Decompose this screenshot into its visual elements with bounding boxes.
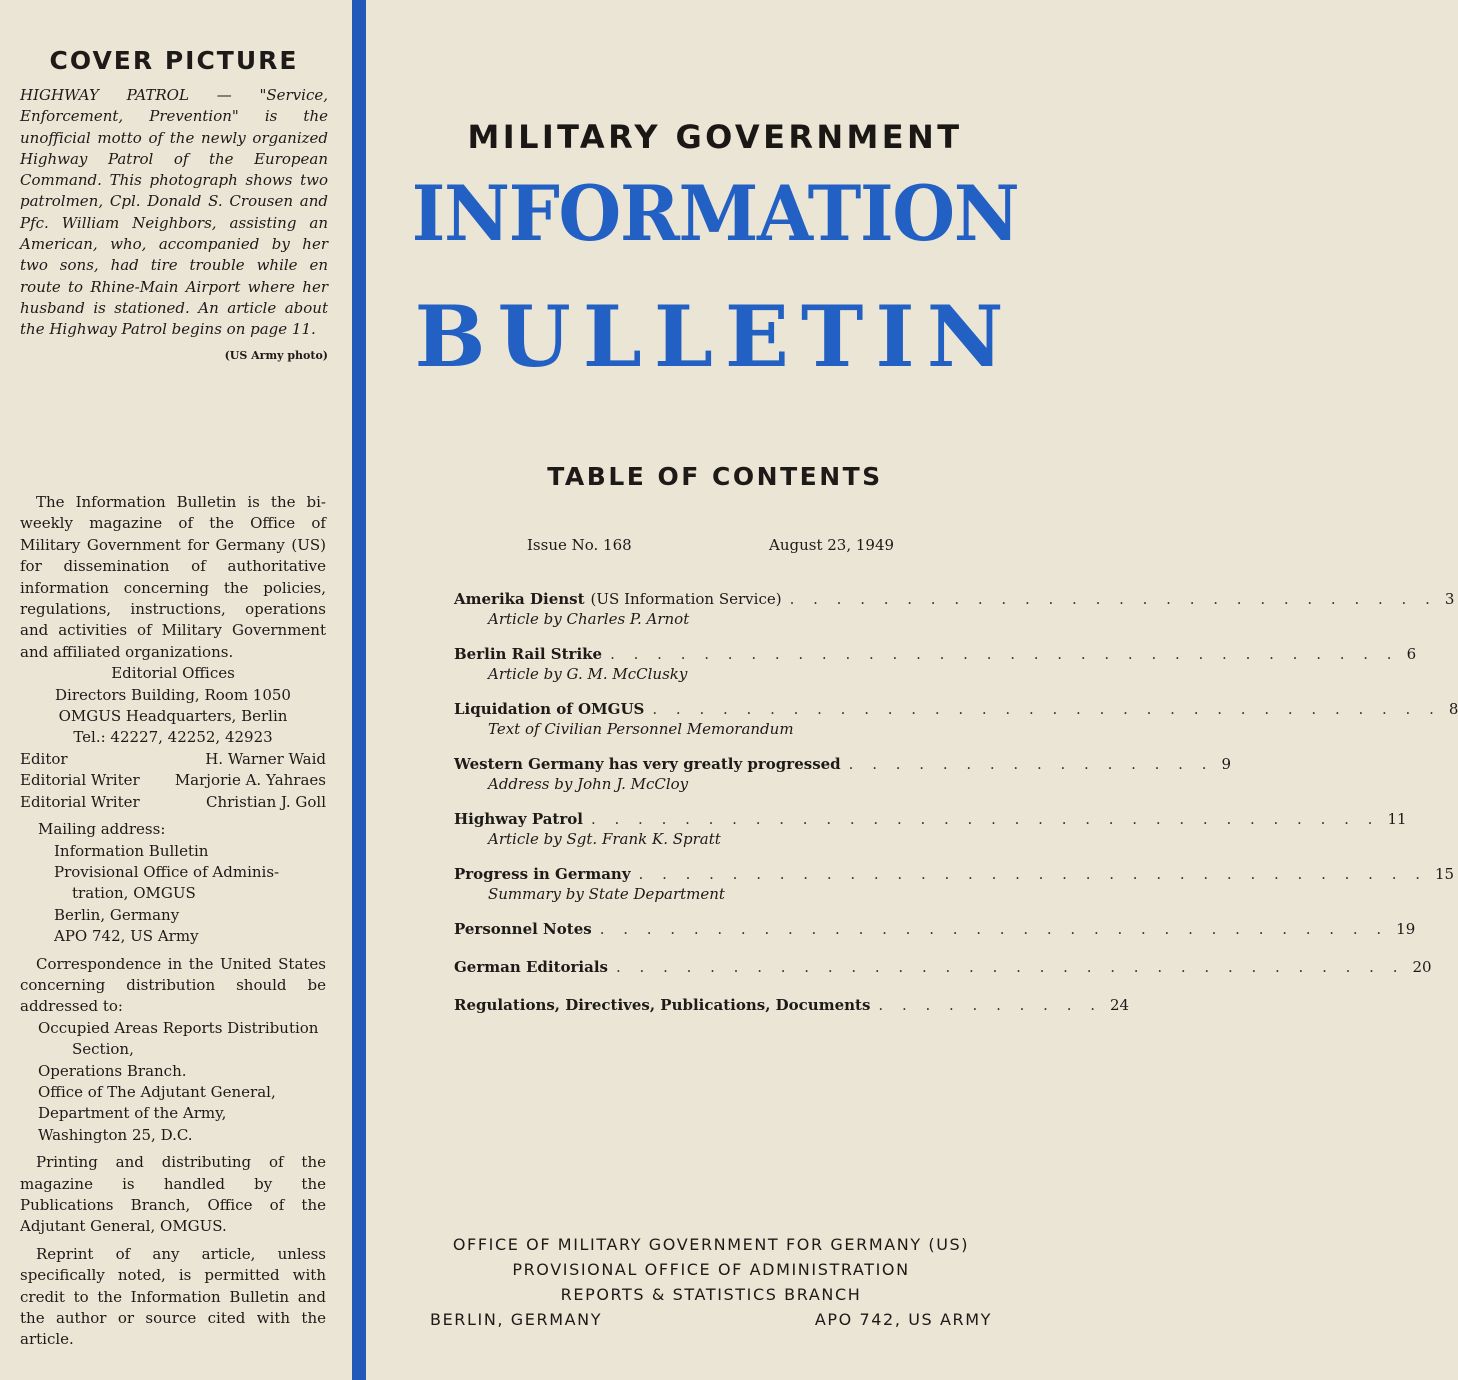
staff-role: Editor bbox=[20, 749, 68, 768]
entry-description: Summary by State Department bbox=[488, 885, 725, 903]
entry-page-number: 20 bbox=[1412, 958, 1432, 976]
publisher-footer bbox=[430, 1232, 992, 1332]
bulletin-title: BULLETIN bbox=[414, 287, 1016, 386]
staff-name: H. Warner Waid bbox=[205, 749, 326, 768]
staff-row bbox=[20, 770, 326, 791]
mailing-line: APO 742, US Army bbox=[54, 927, 199, 946]
mailing-line: Information Bulletin bbox=[54, 841, 209, 860]
information-title: INFORMATION bbox=[411, 169, 1019, 258]
footer-apo: APO 742, US ARMY bbox=[814, 1310, 992, 1329]
cover-picture-heading: COVER PICTURE bbox=[49, 46, 299, 75]
about-paragraph: The Information Bulletin is the bi-weekly magazine of the Office of Military Government for Germany (US) for dissemination of authoritative information concerning the policies, regulations, instructions, operations and activities of Military Government and affiliated organizations. bbox=[20, 493, 326, 661]
entry-title: German Editorials bbox=[454, 958, 608, 976]
footer-line: PROVISIONAL OFFICE OF ADMINISTRATION bbox=[512, 1260, 910, 1279]
leader-dots: . . . . . . . . . . . . . . . . . . . . . . . . . . . . . . . . . . bbox=[652, 700, 1441, 718]
entry-title: Western Germany has very greatly progressed bbox=[454, 755, 841, 773]
issue-date: August 23, 1949 bbox=[769, 536, 895, 554]
office-address-line2: OMGUS Headquarters, Berlin bbox=[58, 707, 288, 726]
office-telephone: Tel.: 42227, 42252, 42923 bbox=[73, 728, 273, 747]
office-address-line1: Directors Building, Room 1050 bbox=[55, 685, 291, 704]
military-government-heading: MILITARY GOVERNMENT bbox=[467, 118, 963, 156]
contents-entry bbox=[454, 920, 1416, 938]
leader-dots: . . . . . . . . . . . . . . . . . . . . . . . . . . . . . . . . . . bbox=[599, 920, 1389, 938]
entry-page-number: 11 bbox=[1387, 810, 1407, 828]
staff-role: Editorial Writer bbox=[20, 792, 140, 811]
entry-title: Highway Patrol bbox=[454, 810, 583, 828]
staff-name: Christian J. Goll bbox=[206, 792, 326, 811]
reprint-paragraph: Reprint of any article, unless specifically noted, is permitted with credit to the Information Bulletin and the author or source cited with the article. bbox=[20, 1244, 326, 1349]
staff-name: Marjorie A. Yahraes bbox=[174, 771, 326, 790]
editorial-offices-label: Editorial Offices bbox=[111, 664, 235, 683]
entry-description: Article by Sgt. Frank K. Spratt bbox=[488, 830, 721, 848]
entry-page-number: 3 bbox=[1444, 590, 1455, 608]
contents-entry bbox=[454, 645, 1417, 683]
entry-description: Address by John J. McCloy bbox=[488, 775, 689, 793]
cover-picture-section bbox=[20, 40, 328, 366]
entry-subtitle: (US Information Service) bbox=[590, 590, 782, 608]
leader-dots: . . . . . . . . . . bbox=[878, 996, 1102, 1014]
mailing-address-label: Mailing address: bbox=[38, 820, 166, 839]
cover-caption bbox=[20, 85, 328, 362]
entry-page-number: 9 bbox=[1221, 755, 1232, 773]
contents-list bbox=[454, 590, 1458, 1034]
printing-paragraph: Printing and distributing of the magazine is handled by the Publications Branch, Office of the Adjutant General, OMGUS. bbox=[20, 1153, 326, 1236]
leader-dots: . . . . . . . . . . . . . . . . . . . . . . . . . . . . . . . . . . bbox=[590, 810, 1380, 828]
entry-page-number: 15 bbox=[1435, 865, 1455, 883]
mailing-line: Provisional Office of Adminis- bbox=[54, 862, 280, 881]
staff-row bbox=[20, 792, 326, 813]
contents-entry bbox=[454, 590, 1455, 628]
table-of-contents-heading: TABLE OF CONTENTS bbox=[547, 462, 883, 491]
correspondence-line: Occupied Areas Reports Distribution bbox=[38, 1018, 319, 1037]
entry-title: Berlin Rail Strike bbox=[454, 645, 603, 663]
correspondence-line: Office of The Adjutant General, bbox=[38, 1082, 276, 1101]
entry-description: Article by Charles P. Arnot bbox=[488, 610, 690, 628]
entry-title: Amerika Dienst bbox=[454, 590, 585, 608]
leader-dots: . . . . . . . . . . . . . . . . . . . . . . . . . . . . bbox=[789, 590, 1437, 608]
cover-caption-text: HIGHWAY PATROL — "Service, Enforcement, Prevention" is the unofficial motto of the newly organized Highway Patrol of the European Command. This photograph shows two patrolmen, Cpl. Donald S. Crousen and Pfc. William Neighbors, assisting an American, who, accompanied by her two sons, had tire trouble while en route to Rhine-Main Airport where her husband is stationed. An article about the Highway Patrol begins on page 11. bbox=[20, 86, 328, 339]
issue-number: Issue No. 168 bbox=[527, 536, 632, 554]
mailing-line: tration, OMGUS bbox=[72, 884, 196, 903]
correspondence-line: Department of the Army, bbox=[38, 1104, 227, 1123]
leader-dots: . . . . . . . . . . . . . . . . bbox=[848, 755, 1214, 773]
entry-title: Progress in Germany bbox=[454, 865, 631, 883]
leader-dots: . . . . . . . . . . . . . . . . . . . . . . . . . . . . . . . . . . bbox=[616, 958, 1405, 976]
staff-role: Editorial Writer bbox=[20, 771, 140, 790]
entry-page-number: 6 bbox=[1406, 645, 1417, 663]
entry-page-number: 8 bbox=[1448, 700, 1458, 718]
correspondence-line: Washington 25, D.C. bbox=[38, 1125, 193, 1144]
entry-page-number: 24 bbox=[1110, 996, 1130, 1014]
entry-page-number: 19 bbox=[1396, 920, 1416, 938]
entry-title: Liquidation of OMGUS bbox=[454, 700, 645, 718]
contents-entry bbox=[454, 958, 1432, 976]
blue-column-divider bbox=[352, 0, 366, 1380]
leader-dots: . . . . . . . . . . . . . . . . . . . . . . . . . . . . . . . . . . bbox=[610, 645, 1399, 663]
mailing-line: Berlin, Germany bbox=[54, 905, 180, 924]
contents-entry bbox=[454, 810, 1407, 848]
contents-entry bbox=[454, 755, 1232, 793]
footer-address-row bbox=[430, 1307, 992, 1332]
entry-description: Text of Civilian Personnel Memorandum bbox=[488, 720, 794, 738]
masthead-info bbox=[20, 492, 326, 1351]
footer-line: OFFICE OF MILITARY GOVERNMENT FOR GERMANY (US) bbox=[452, 1235, 970, 1254]
footer-line: REPORTS & STATISTICS BRANCH bbox=[560, 1285, 862, 1304]
contents-entry bbox=[454, 700, 1458, 738]
entry-title: Regulations, Directives, Publications, Documents bbox=[454, 996, 871, 1014]
photo-credit: (US Army photo) bbox=[224, 348, 328, 362]
entry-title: Personnel Notes bbox=[454, 920, 592, 938]
correspondence-line: Section, bbox=[72, 1040, 134, 1059]
contents-entry bbox=[454, 865, 1455, 903]
staff-row bbox=[20, 749, 326, 770]
leader-dots: . . . . . . . . . . . . . . . . . . . . . . . . . . . . . . . . . . bbox=[638, 865, 1427, 883]
contents-entry bbox=[454, 996, 1130, 1014]
correspondence-line: Operations Branch. bbox=[38, 1061, 187, 1080]
footer-city: BERLIN, GERMANY bbox=[430, 1310, 603, 1329]
correspondence-paragraph: Correspondence in the United States concerning distribution should be addressed to: bbox=[20, 954, 326, 1016]
entry-description: Article by G. M. McClusky bbox=[488, 665, 688, 683]
